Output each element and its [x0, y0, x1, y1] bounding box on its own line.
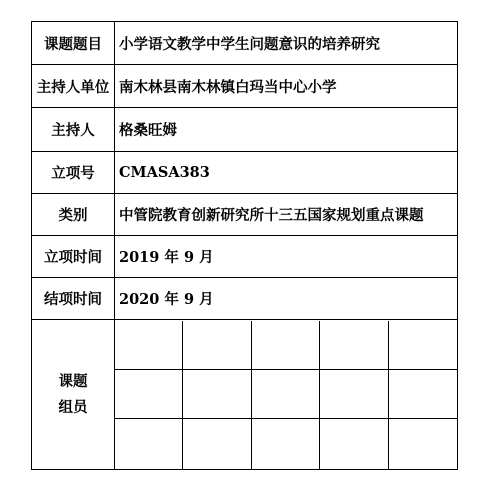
project-title-value: 小学语文教学中学生问题意识的培养研究: [119, 35, 380, 53]
end-date-value: 2020 年 9 月: [119, 291, 214, 308]
member-cell: [389, 419, 457, 469]
row-project-number: [32, 152, 457, 194]
project-info-table: [31, 21, 458, 470]
member-cell: [252, 419, 320, 469]
end-date-label: 结项时间: [32, 278, 115, 319]
project-number-label: 立项号: [32, 152, 115, 193]
member-cell: [320, 321, 388, 370]
member-cell: [115, 419, 183, 469]
member-cell: [320, 370, 388, 419]
member-cell: [183, 321, 251, 370]
member-cell: [320, 419, 388, 469]
project-title-label: 课题题目: [32, 22, 115, 64]
members-grid: [115, 320, 457, 469]
category-label: 类别: [32, 194, 115, 235]
member-cell: [389, 321, 457, 370]
member-cell: [115, 321, 183, 370]
start-date-label: 立项时间: [32, 236, 115, 277]
host-unit-value: 南木林县南木林镇白玛当中心小学: [119, 78, 337, 96]
host-value: 格桑旺姆: [119, 122, 177, 139]
member-cell: [183, 419, 251, 469]
host-label: 主持人: [32, 108, 115, 151]
row-host: [32, 108, 457, 152]
row-category: [32, 194, 457, 236]
members-section: [32, 320, 457, 469]
row-start-date: [32, 236, 457, 278]
members-label: [32, 320, 115, 469]
host-unit-label: 主持人单位: [32, 65, 115, 107]
members-label-line1: 课题: [58, 372, 88, 390]
member-cell: [115, 370, 183, 419]
start-date-value: 2019 年 9 月: [119, 249, 214, 266]
row-project-title: [32, 22, 457, 65]
project-number-value: CMASA383: [119, 164, 210, 181]
member-cell: [252, 321, 320, 370]
members-label-line2: 组员: [58, 398, 88, 416]
member-cell: [389, 370, 457, 419]
member-cell: [183, 370, 251, 419]
member-cell: [252, 370, 320, 419]
row-host-unit: [32, 65, 457, 108]
category-value: 中管院教育创新研究所十三五国家规划重点课题: [119, 207, 424, 224]
row-end-date: [32, 278, 457, 320]
